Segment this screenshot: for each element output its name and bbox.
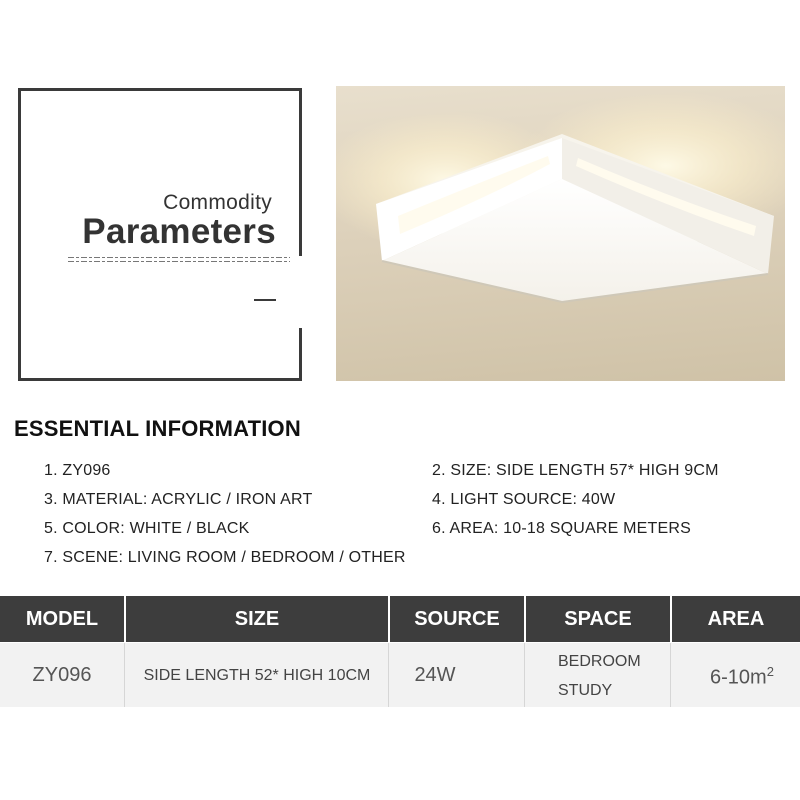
spec-table-header bbox=[0, 596, 800, 642]
info-item-4: 4. LIGHT SOURCE: 40W bbox=[432, 491, 616, 508]
info-item-5: 5. COLOR: WHITE / BLACK bbox=[44, 520, 250, 537]
parameters-frame bbox=[18, 88, 302, 381]
header-space: SPACE bbox=[564, 608, 632, 630]
parameters-title: Parameters bbox=[82, 212, 276, 251]
info-item-2: 2. SIZE: SIDE LENGTH 57* HIGH 9CM bbox=[432, 462, 719, 479]
frame-border-right-upper bbox=[299, 88, 302, 256]
cell-area-value: 6-10m bbox=[710, 666, 767, 689]
essential-info-title: ESSENTIAL INFORMATION bbox=[14, 416, 301, 441]
header-area: AREA bbox=[707, 608, 765, 630]
header-model: MODEL bbox=[25, 608, 99, 630]
row-divider bbox=[670, 643, 671, 707]
cell-model: ZY096 bbox=[32, 664, 92, 686]
cell-space-line2: STUDY bbox=[558, 682, 613, 699]
ceiling-light-illustration bbox=[336, 86, 785, 381]
header-size: SIZE bbox=[234, 608, 280, 630]
row-divider bbox=[388, 643, 389, 707]
frame-border-right-lower bbox=[299, 328, 302, 381]
cell-space-line1: BEDROOM bbox=[558, 653, 641, 670]
info-item-3: 3. MATERIAL: ACRYLIC / IRON ART bbox=[44, 491, 313, 508]
decorative-fine-print bbox=[68, 257, 290, 266]
header-source: SOURCE bbox=[414, 608, 500, 630]
cell-size: SIDE LENGTH 52* HIGH 10CM bbox=[143, 667, 371, 684]
cell-source: 24W bbox=[414, 664, 456, 686]
info-item-7: 7. SCENE: LIVING ROOM / BEDROOM / OTHER bbox=[44, 549, 406, 566]
frame-border-top bbox=[18, 88, 302, 91]
product-photo bbox=[336, 86, 785, 381]
frame-border-left bbox=[18, 88, 21, 381]
row-divider bbox=[524, 643, 525, 707]
info-item-6: 6. AREA: 10-18 SQUARE METERS bbox=[432, 520, 692, 537]
commodity-label: Commodity bbox=[163, 191, 272, 214]
info-item-1: 1. ZY096 bbox=[44, 462, 111, 479]
frame-border-bottom bbox=[18, 378, 302, 381]
cell-area-superscript: 2 bbox=[766, 664, 774, 679]
cell-area bbox=[710, 664, 774, 690]
frame-accent-dash bbox=[254, 299, 276, 301]
row-divider bbox=[124, 643, 125, 707]
